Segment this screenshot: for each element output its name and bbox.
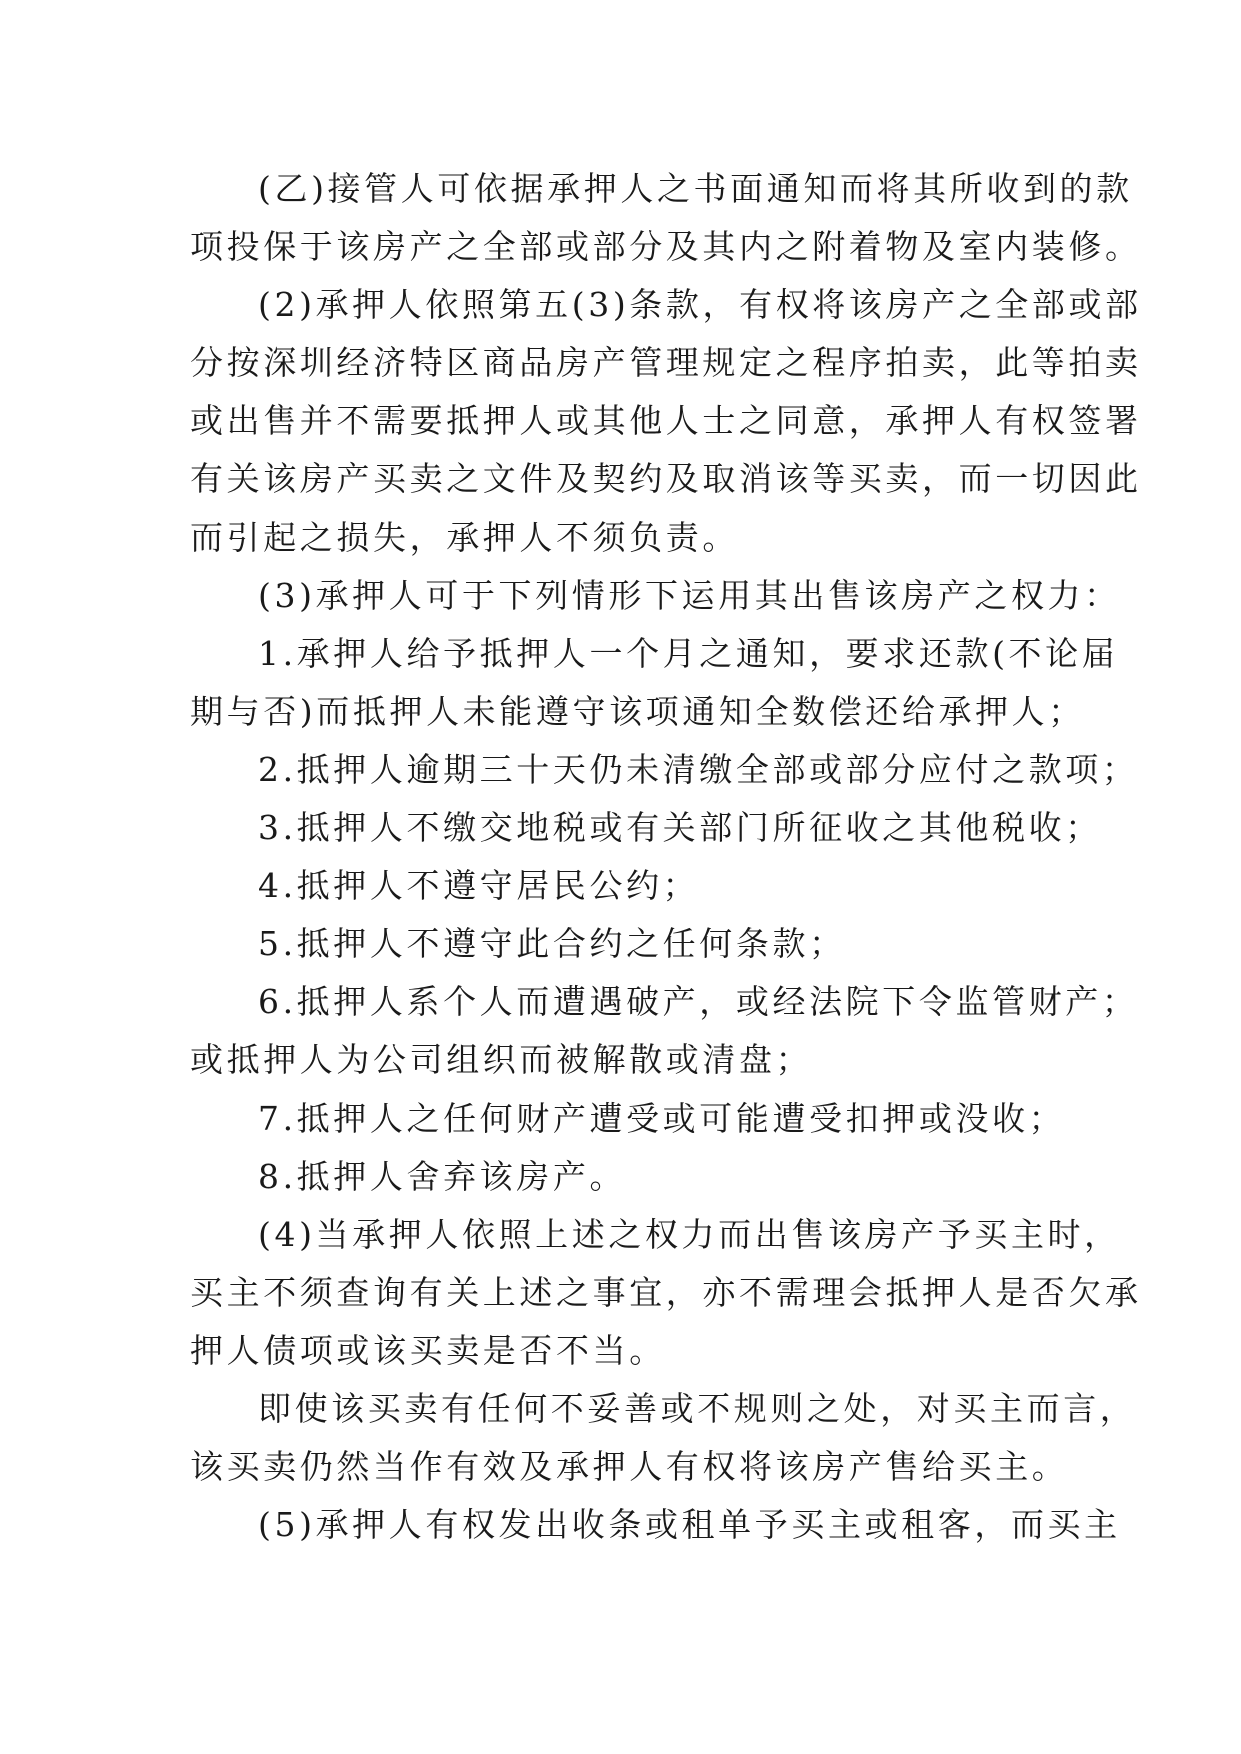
text-line: 买主不须查询有关上述之事宜，亦不需理会抵押人是否欠承 — [190, 1272, 1142, 1312]
text-line: 期与否)而抵押人未能遵守该项通知全数偿还给承押人； — [190, 691, 1085, 731]
text-line: 1.承押人给予抵押人一个月之通知，要求还款(不论届 — [258, 633, 1119, 673]
text-line: 3.抵押人不缴交地税或有关部门所征收之其他税收； — [258, 808, 1102, 848]
document-body — [190, 160, 1142, 1554]
text-line: 该买卖仍然当作有效及承押人有权将该房产售给买主。 — [190, 1447, 1069, 1487]
text-line: 6.抵押人系个人而遭遇破产，或经法院下令监管财产； — [258, 982, 1139, 1022]
text-line: 押人债项或该买卖是否不当。 — [190, 1330, 666, 1370]
text-line: 或抵押人为公司组织而被解散或清盘； — [190, 1040, 813, 1080]
text-line: 2.抵押人逾期三十天仍未清缴全部或部分应付之款项； — [258, 749, 1139, 789]
text-line: 或出售并不需要抵押人或其他人士之同意，承押人有权签署 — [190, 401, 1142, 441]
text-line: 8.抵押人舍弃该房产。 — [258, 1156, 627, 1196]
text-line: (2)承押人依照第五(3)条款，有权将该房产之全部或部 — [258, 285, 1142, 325]
text-line: 即使该买卖有任何不妥善或不规则之处，对买主而言， — [258, 1388, 1137, 1428]
text-line: (5)承押人有权发出收条或租单予买主或租客，而买主 — [258, 1505, 1121, 1545]
text-line: 分按深圳经济特区商品房产管理规定之程序拍卖，此等拍卖 — [190, 343, 1142, 383]
text-line: 4.抵押人不遵守居民公约； — [258, 866, 700, 906]
text-line: (3)承押人可于下列情形下运用其出售该房产之权力： — [258, 575, 1121, 615]
text-line: 7.抵押人之任何财产遭受或可能遭受扣押或没收； — [258, 1098, 1066, 1138]
text-line: 而引起之损失，承押人不须负责。 — [190, 517, 739, 557]
text-line: (4)当承押人依照上述之权力而出售该房产予买主时， — [258, 1214, 1121, 1254]
text-line: 项投保于该房产之全部或部分及其内之附着物及室内装修。 — [190, 227, 1142, 267]
text-line: 5.抵押人不遵守此合约之任何条款； — [258, 924, 846, 964]
text-line: 有关该房产买卖之文件及契约及取消该等买卖，而一切因此 — [190, 459, 1142, 499]
text-line: (乙)接管人可依据承押人之书面通知而将其所收到的款 — [258, 169, 1133, 208]
